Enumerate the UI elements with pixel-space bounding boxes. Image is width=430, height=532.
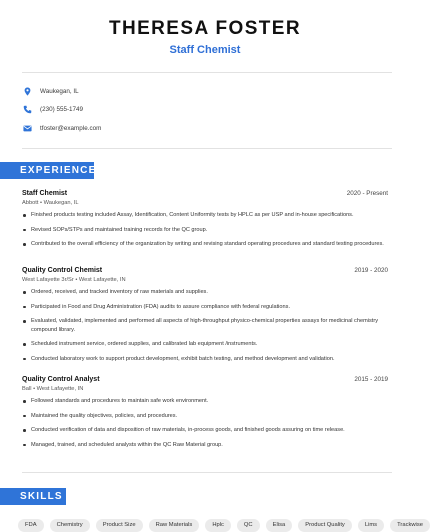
location-icon [22,86,32,96]
job-bullet: Evaluated, validated, implemented and performed all aspects of high-throughput physico-chemical properties assays for medicinal chemistry compound library. [22,317,388,334]
phone-icon [22,105,32,115]
contact-email-text: tfoster@example.com [40,124,102,132]
job-bullet: Ordered, received, and tracked inventory of raw materials and supplies. [22,288,388,297]
contact-location-text: Waukegan, IL [40,87,79,95]
resume-header [0,18,410,57]
job-dates: 2020 - Present [346,190,388,197]
job-title: Staff Chemist [22,190,68,197]
skills-heading: SKILLS [0,488,66,505]
job-bullets [22,397,388,449]
job-company: Abbott • Waukegan, IL [22,200,79,206]
contact-phone-text: (230) 555-1749 [40,106,84,114]
contact-location [22,82,392,101]
candidate-name: THERESA FOSTER [108,18,302,39]
job-bullet: Conducted verification of data and disposition of raw materials, in-process goods, and finished goods assuring on time release. [22,426,388,435]
divider [22,472,392,473]
job-company: Ball • West Lafayette, IN [22,386,84,392]
skill-tag: Raw Materials [149,519,200,532]
skill-tag: Product Size [96,519,143,532]
skill-tag: FDA [18,519,44,532]
skills-list [18,519,430,532]
job-bullet: Revised SOPs/STPs and maintained training records for the QC group. [22,226,388,235]
job-title: Quality Control Analyst [22,376,100,383]
divider [22,72,392,73]
skill-tag: Lims [358,519,384,532]
job-bullet: Scheduled instrument service, ordered supplies, and calibrated lab equipment /instruments. [22,340,388,349]
skill-tag: Elisa [266,519,293,532]
job-entry [22,376,388,449]
skill-tag: Trackwise [390,519,430,532]
contact-phone [22,101,392,120]
job-title: Quality Control Chemist [22,267,103,274]
contact-email [22,119,392,138]
job-bullet: Conducted laboratory work to support product development, exhibit batch testing, and method development and validation. [22,355,388,364]
job-dates: 2015 - 2019 [354,376,388,383]
job-bullet: Followed standards and procedures to maintain safe work environment. [22,397,388,406]
job-bullets [22,288,388,363]
job-bullet: Participated in Food and Drug Administration (FDA) audits to assure compliance with federal regulations. [22,303,388,312]
job-bullet: Managed, trained, and scheduled analysts within the QC Raw Material group. [22,441,388,450]
job-bullet: Maintained the quality objectives, policies, and procedures. [22,412,388,421]
job-entry [22,267,388,363]
experience-heading: EXPERIENCE [0,162,94,179]
email-icon [22,123,32,133]
divider [22,148,392,149]
job-dates: 2019 - 2020 [354,267,388,274]
job-company: West Lafayette 3r/Sr • West Lafayette, IN [22,277,126,283]
skill-tag: QC [237,519,260,532]
job-bullet: Finished products testing included Assay, Identification, Content Uniformity tests by HPLC as per USP and in-house specifications. [22,211,388,220]
skill-tag: Hplc [205,519,231,532]
skill-tag: Chemistry [50,519,90,532]
job-entry [22,190,388,249]
skill-tag: Product Quality [298,519,352,532]
job-bullet: Contributed to the overall efficiency of the organization by writing and revising standard operating procedures and standard testing procedures. [22,240,388,249]
job-bullets [22,211,388,249]
contact-list [22,82,392,138]
job-role: Staff Chemist [169,44,241,56]
